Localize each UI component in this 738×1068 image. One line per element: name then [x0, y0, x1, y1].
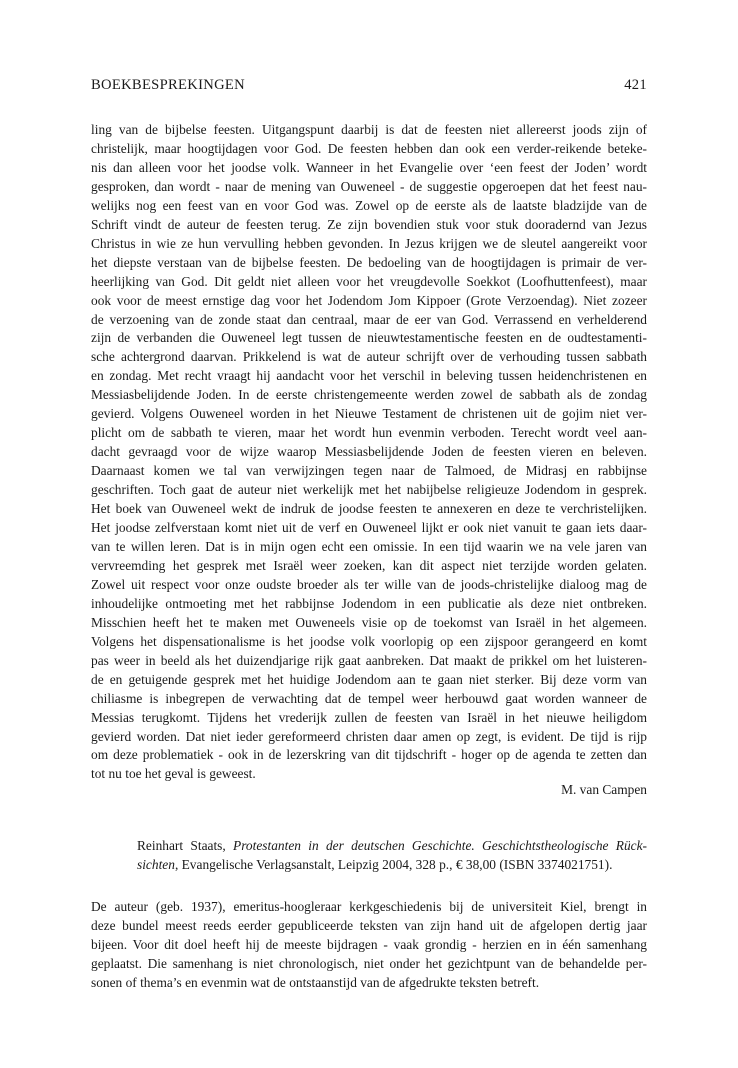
text-line: sonen of thema’s en evenmin wat de ontstaanstijd van de afgedrukte teksten betreft. [91, 975, 540, 990]
text-line: Daarnaast komen we tal van verwijzingen tegen naar de Talmoed, de Midrasj en rabbijnse [91, 463, 647, 479]
text-line: deze bundel meest reeds eerder gepubliceerde teksten van zijn hand uit de afgelopen dertig jaar [91, 918, 647, 933]
text-line: inhoudelijke ontmoeting met het rabbijnse Jodendom in een publicatie als deze niet ontbreken. [91, 595, 647, 611]
text-line: geschriften. Toch gaat de auteur niet werkelijk met het nabijbelse religieuze Jodendom in gesprek. [91, 482, 647, 498]
text-line: Christus in wie ze hun vervulling hebben gevonden. In Jezus krijgen we de sleutel aangereikt voor [91, 235, 647, 251]
second-review-body-text [91, 897, 647, 992]
citation-title: Protestanten in der deutschen Geschichte. Geschichtstheologische Rück- [233, 838, 647, 853]
reviewer-signature: M. van Campen [561, 782, 647, 797]
section-title: BOEKBESPREKINGEN [91, 77, 245, 93]
running-header [91, 77, 647, 94]
text-line: Zowel uit respect voor onze oudste broeder als ter wille van de joods-christelijke dialoog mag de [91, 576, 647, 592]
text-line: het diepste verstaan van de bijbelse feesten. De bedoeling van de hoogtijdagen is primair de ver- [91, 254, 647, 270]
text-line: bijeen. Voor dit doel heeft hij de meeste bijdragen - vaak grondig - herzien en in één samenhang [91, 937, 647, 952]
text-line: gevierd worden. Dat niet ieder gereformeerd christen daar amen op zegt, is evident. De tijd is rijp [91, 728, 647, 744]
text-line: Volgens het dispensationalisme is het joodse volk voorlopig op een zijspoor gerangeerd en komt [91, 633, 647, 649]
text-line: de verzoening van de zonde staat dan centraal, maar de eer van God. Verrassend en verhelderend [91, 311, 647, 327]
text-line: Schrift vindt de auteur de feesten terug. Ze zijn bovendien stuk voor stuk dooradernd van Jezus [91, 216, 647, 232]
text-line: en zondag. Met recht vraagt hij aandacht voor het verschil in beleving tussen heidenchristenen en [91, 368, 647, 384]
text-line: Messiasbelijdende Joden. In de eerste christengemeente werden zowel de sabbath als de zondag [91, 387, 647, 403]
citation-line-1 [137, 836, 647, 855]
text-line: zijn de verbanden die Ouweneel legt tussen de nieuwtestamentische feesten en de oudtestamenti- [91, 330, 647, 346]
book-review-page [91, 0, 647, 1068]
text-line: vervreemding het gesprek met Israël weer zoeken, kan dit aspect niet terzijde worden gelaten. [91, 557, 647, 573]
citation-title-continued: sichten [137, 857, 175, 872]
citation-publisher-info: , Evangelische Verlagsanstalt, Leipzig 2004, 328 p., € 38,00 (ISBN 3374021751). [174, 857, 613, 872]
citation-line-2 [137, 855, 647, 874]
text-line: gesproken, dan wordt - naar de mening van Ouweneel - de suggestie opgeroepen dat het feest nau- [91, 178, 647, 194]
text-line: Het boek van Ouweneel wekt de indruk de joodse feesten te annexeren en deze te verchristelijken. [91, 501, 647, 517]
text-line: dacht gevraagd voor de wijze waarop Messiasbelijdende Joden de feesten vieren en beleven. [91, 444, 647, 460]
text-line: Het joodse zelfverstaan komt niet uit de verf en Ouweneel lijkt er ook niet vanuit te gaan iets daar- [91, 520, 647, 536]
text-line: geplaatst. Die samenhang is niet chronologisch, niet onder het gezichtpunt van de behandelde per- [91, 956, 647, 971]
text-line: om deze problematiek - ook in de lezerskring van dit tijdschrift - hoger op de agenda te zetten dan [91, 747, 647, 763]
text-line: heerlijking van God. Dit geldt niet alleen voor het vreugdevolle Soekkot (Loofhuttenfeest), maar [91, 273, 647, 289]
text-line: plicht om de sabbath te vieren, maar het wordt hun evenmin verboden. Terecht wordt veel aan- [91, 425, 647, 441]
text-line: christelijk, maar hoogtijdagen voor God. De feesten hebben dan ook een verder-reikende beteke- [91, 140, 647, 156]
text-line: nis dan alleen voor het joodse volk. Wanneer in het Evangelie over ‘een feest der Joden’ wordt [91, 159, 647, 175]
text-line: ling van de bijbelse feesten. Uitgangspunt daarbij is dat de feesten niet allereerst joods zijn of [91, 122, 647, 137]
text-line: Misschien heeft het te maken met Ouweneels visie op de toekomst van Israël in het algemeen. [91, 614, 647, 630]
text-line: ook voor de meest ernstige dag voor het Jodendom Jom Kippoer (Grote Verzoendag). Niet zozeer [91, 292, 647, 308]
citation-author: Reinhart Staats, [137, 838, 234, 853]
text-line: pas weer in beeld als het duizendjarige rijk gaat aanbreken. Dat maakt de prikkel om het luisteren- [91, 652, 647, 668]
book-citation [137, 836, 647, 874]
text-line: welijks nog een feest van en voor God was. Zowel op de eerste als de laatste bladzijde van de [91, 197, 647, 213]
text-line: van te willen leren. Dat is in mijn ogen echt een omissie. In een tijd waarin we na vele jaren van [91, 538, 647, 554]
review-body-text [91, 121, 647, 784]
text-line: chiliasme is inbegrepen de verwachting dat de tempel weer herbouwd gaat worden wanneer de [91, 690, 647, 706]
page-number: 421 [624, 77, 647, 93]
text-line: gevierd. Volgens Ouweneel worden in het Nieuwe Testament de christenen uit de gojim niet ver- [91, 406, 647, 422]
text-line: De auteur (geb. 1937), emeritus-hoogleraar kerkgeschiedenis bij de universiteit Kiel, brengt in [91, 899, 647, 914]
text-line: de en getuigende gesprek met het huidige Jodendom aan te gaan niet sterker. Bij deze vorm van [91, 671, 647, 687]
text-line: Messias terugkomt. Tijdens het vrederijk zullen de feesten van Israël in het nieuwe heiligdom [91, 709, 647, 725]
text-line: sche achtergrond daarvan. Prikkelend is wat de auteur schrijft over de verhouding tussen sabbath [91, 349, 647, 365]
text-line: tot nu toe het geval is geweest. [91, 766, 256, 782]
